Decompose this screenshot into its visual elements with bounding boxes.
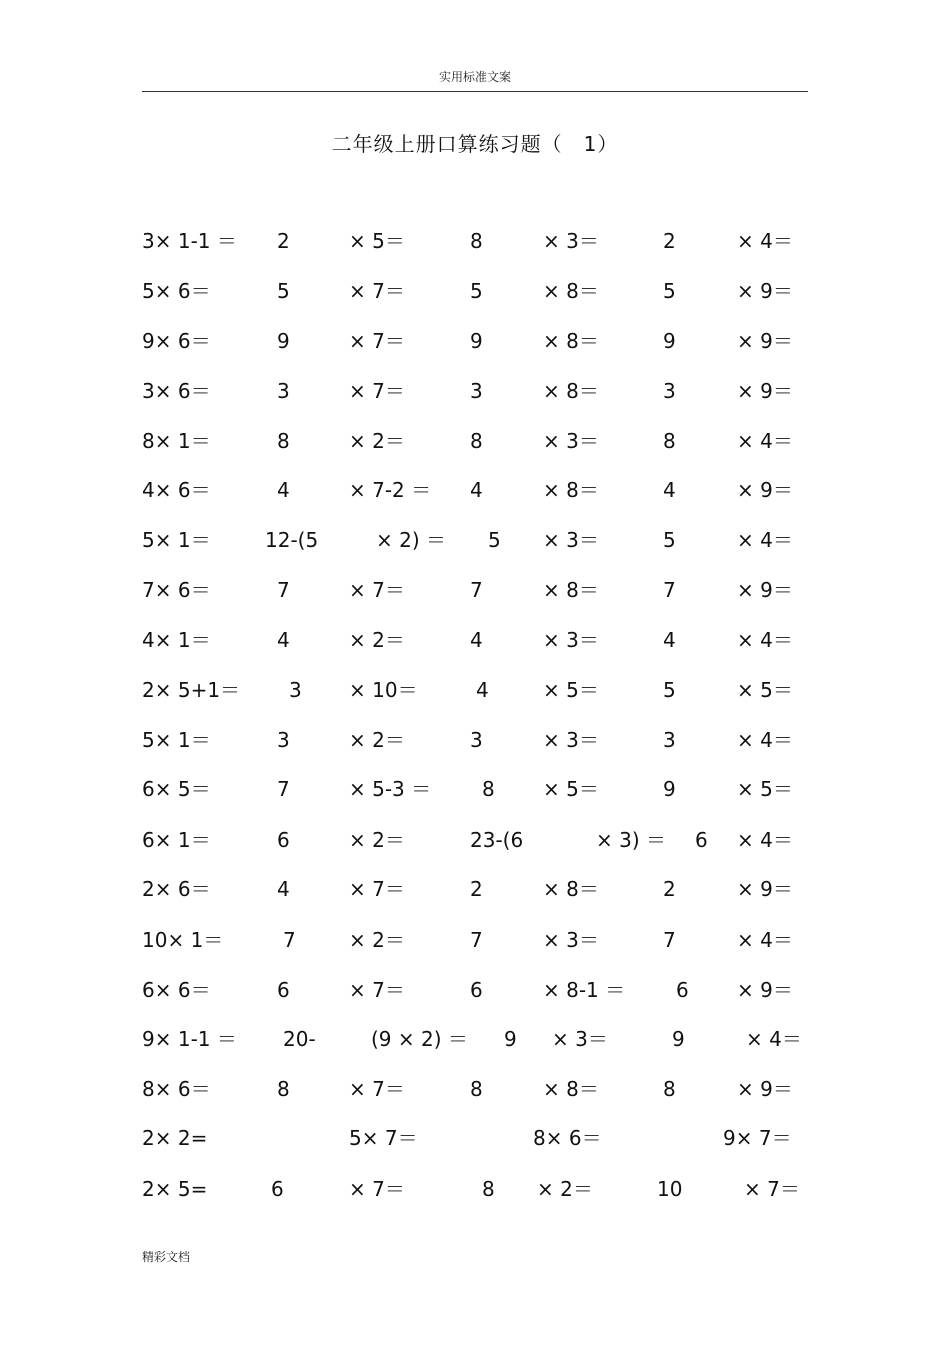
problem-cell: 5 xyxy=(663,279,676,303)
problem-cell: 9 xyxy=(672,1027,685,1051)
problem-cell: × 5＝ xyxy=(543,678,599,702)
problem-cell: 6× 5＝ xyxy=(142,777,211,801)
problem-cell: 8× 6＝ xyxy=(533,1126,602,1150)
problem-row xyxy=(0,725,950,755)
problem-cell: 7 xyxy=(663,928,676,952)
problem-cell: × 7＝ xyxy=(349,329,405,353)
problem-cell: × 4＝ xyxy=(737,528,793,552)
problem-cell: 3 xyxy=(470,728,483,752)
problem-cell: × 4＝ xyxy=(737,728,793,752)
problem-cell: × 4＝ xyxy=(737,928,793,952)
problem-cell: 3 xyxy=(289,678,302,702)
problem-cell: × 7＝ xyxy=(349,279,405,303)
problem-cell: 3 xyxy=(663,728,676,752)
problem-cell: × 8＝ xyxy=(543,478,599,502)
problem-cell: × 5-3 ＝ xyxy=(349,777,432,801)
problem-cell: 2 xyxy=(663,877,676,901)
problem-cell: × 10＝ xyxy=(349,678,418,702)
problem-cell: 8 xyxy=(482,777,495,801)
problem-cell: × 8＝ xyxy=(543,1077,599,1101)
problem-cell: 9 xyxy=(663,777,676,801)
problem-cell: 2× 6＝ xyxy=(142,877,211,901)
problem-row xyxy=(0,825,950,855)
page-footer: 精彩文档 xyxy=(142,1250,191,1264)
problem-cell: × 7＝ xyxy=(349,1177,405,1201)
problem-cell: 2 xyxy=(470,877,483,901)
problem-cell: × 2) ＝ xyxy=(376,528,446,552)
problem-cell: 5 xyxy=(663,528,676,552)
problem-cell: × 8-1 ＝ xyxy=(543,978,626,1002)
problem-cell: 6× 1＝ xyxy=(142,828,211,852)
problem-cell: 4 xyxy=(277,877,290,901)
problem-cell: 4 xyxy=(663,478,676,502)
problem-cell: 2× 2= xyxy=(142,1126,208,1150)
problem-cell: 12-(5 xyxy=(265,528,319,552)
problem-cell: × 7＝ xyxy=(349,1077,405,1101)
problem-cell: × 9＝ xyxy=(737,877,793,901)
problem-cell: 6 xyxy=(470,978,483,1002)
problem-cell: 3 xyxy=(663,379,676,403)
problem-cell: 8 xyxy=(277,429,290,453)
problem-cell: 4 xyxy=(663,628,676,652)
problem-cell: × 8＝ xyxy=(543,379,599,403)
problem-cell: 9× 6＝ xyxy=(142,329,211,353)
problem-cell: × 8＝ xyxy=(543,578,599,602)
problem-cell: 8 xyxy=(470,429,483,453)
problem-cell: 2× 5+1＝ xyxy=(142,678,241,702)
problem-cell: 2 xyxy=(277,229,290,253)
problem-cell: 4 xyxy=(277,628,290,652)
problem-cell: × 2＝ xyxy=(349,828,405,852)
problem-cell: 7 xyxy=(663,578,676,602)
problem-cell: 4× 1＝ xyxy=(142,628,211,652)
problem-cell: 9 xyxy=(277,329,290,353)
problem-cell: 5× 7＝ xyxy=(349,1126,418,1150)
problem-cell: × 8＝ xyxy=(543,877,599,901)
page-header: 实用标准文案 xyxy=(438,70,511,84)
problem-cell: 6× 6＝ xyxy=(142,978,211,1002)
problem-cell: 6 xyxy=(277,828,290,852)
problem-cell: 8 xyxy=(663,1077,676,1101)
problem-cell: × 3＝ xyxy=(543,628,599,652)
problem-cell: 8 xyxy=(663,429,676,453)
problem-row xyxy=(0,925,950,955)
problem-cell: × 5＝ xyxy=(737,678,793,702)
problem-cell: 3 xyxy=(277,728,290,752)
problem-cell: 4 xyxy=(470,628,483,652)
problem-cell: × 9＝ xyxy=(737,978,793,1002)
problem-cell: × 3＝ xyxy=(543,528,599,552)
problem-cell: × 9＝ xyxy=(737,379,793,403)
problem-cell: 9× 1-1 ＝ xyxy=(142,1027,237,1051)
problem-row xyxy=(0,675,950,705)
problem-row xyxy=(0,975,950,1005)
problem-row xyxy=(0,1174,950,1204)
problem-row xyxy=(0,426,950,456)
problem-cell: 8 xyxy=(277,1077,290,1101)
problem-cell: 4 xyxy=(277,478,290,502)
problem-cell: × 2＝ xyxy=(349,628,405,652)
problem-row xyxy=(0,1024,950,1054)
problem-cell: 7 xyxy=(470,578,483,602)
problem-cell: 8 xyxy=(482,1177,495,1201)
problem-cell: × 7＝ xyxy=(349,578,405,602)
problem-cell: 5× 1＝ xyxy=(142,728,211,752)
problem-row xyxy=(0,525,950,555)
problem-cell: × 4＝ xyxy=(737,828,793,852)
problem-cell: 9 xyxy=(470,329,483,353)
problem-cell: 8 xyxy=(470,229,483,253)
problem-cell: 8 xyxy=(470,1077,483,1101)
problem-cell: × 4＝ xyxy=(737,229,793,253)
problem-cell: 7 xyxy=(277,777,290,801)
problem-row xyxy=(0,1123,950,1153)
problem-cell: × 2＝ xyxy=(349,728,405,752)
problem-cell: 5 xyxy=(488,528,501,552)
problem-cell: 6 xyxy=(271,1177,284,1201)
problem-cell: × 4＝ xyxy=(746,1027,802,1051)
problem-cell: × 9＝ xyxy=(737,279,793,303)
problem-cell: 23-(6 xyxy=(470,828,524,852)
problem-cell: 6 xyxy=(695,828,708,852)
problem-cell: 9 xyxy=(504,1027,517,1051)
problem-cell: × 2＝ xyxy=(349,429,405,453)
problem-row xyxy=(0,874,950,904)
problem-cell: × 9＝ xyxy=(737,1077,793,1101)
problem-cell: 6 xyxy=(277,978,290,1002)
problem-cell: 5 xyxy=(470,279,483,303)
problem-cell: 8× 1＝ xyxy=(142,429,211,453)
problem-row xyxy=(0,226,950,256)
problem-row xyxy=(0,625,950,655)
problem-cell: × 7＝ xyxy=(744,1177,800,1201)
problem-cell: × 4＝ xyxy=(737,628,793,652)
problem-cell: × 7＝ xyxy=(349,379,405,403)
problem-cell: × 9＝ xyxy=(737,578,793,602)
problem-cell: 20- xyxy=(283,1027,316,1051)
problem-cell: 3× 6＝ xyxy=(142,379,211,403)
problem-cell: 3 xyxy=(470,379,483,403)
problem-cell: 4 xyxy=(476,678,489,702)
problem-cell: × 3＝ xyxy=(543,728,599,752)
problem-cell: 5× 6＝ xyxy=(142,279,211,303)
problem-cell: × 2＝ xyxy=(537,1177,593,1201)
problem-cell: × 8＝ xyxy=(543,279,599,303)
problem-cell: 7× 6＝ xyxy=(142,578,211,602)
page-title: 二年级上册口算练习题（ 1） xyxy=(331,132,619,156)
problem-row xyxy=(0,376,950,406)
problem-cell: × 8＝ xyxy=(543,329,599,353)
problem-cell: 6 xyxy=(676,978,689,1002)
problem-cell: 8× 6＝ xyxy=(142,1077,211,1101)
problem-cell: 7 xyxy=(470,928,483,952)
problem-cell: × 4＝ xyxy=(737,429,793,453)
problem-cell: × 7＝ xyxy=(349,978,405,1002)
problem-cell: × 5＝ xyxy=(543,777,599,801)
problem-cell: 3 xyxy=(277,379,290,403)
problem-cell: × 3＝ xyxy=(543,429,599,453)
problem-cell: × 5＝ xyxy=(737,777,793,801)
problem-cell: 3× 1-1 ＝ xyxy=(142,229,237,253)
problem-cell: 4 xyxy=(470,478,483,502)
problem-cell: × 7＝ xyxy=(349,877,405,901)
problem-cell: (9 × 2) ＝ xyxy=(371,1027,468,1051)
problem-row xyxy=(0,475,950,505)
problem-cell: 10 xyxy=(657,1177,683,1201)
problem-row xyxy=(0,326,950,356)
problem-cell: 2 xyxy=(663,229,676,253)
problem-row xyxy=(0,276,950,306)
problem-cell: 9 xyxy=(663,329,676,353)
problem-cell: 7 xyxy=(277,578,290,602)
problem-cell: 2× 5= xyxy=(142,1177,208,1201)
problem-row xyxy=(0,575,950,605)
problem-cell: × 5＝ xyxy=(349,229,405,253)
problem-row xyxy=(0,774,950,804)
problem-cell: × 3＝ xyxy=(543,928,599,952)
problem-cell: 4× 6＝ xyxy=(142,478,211,502)
problem-cell: 5× 1＝ xyxy=(142,528,211,552)
problem-cell: × 7-2 ＝ xyxy=(349,478,432,502)
problem-cell: 5 xyxy=(277,279,290,303)
problem-cell: × 3＝ xyxy=(543,229,599,253)
problem-cell: × 3) ＝ xyxy=(596,828,666,852)
problem-cell: × 9＝ xyxy=(737,478,793,502)
problem-cell: 5 xyxy=(663,678,676,702)
problem-cell: × 9＝ xyxy=(737,329,793,353)
problem-cell: × 3＝ xyxy=(552,1027,608,1051)
problem-cell: × 2＝ xyxy=(349,928,405,952)
problem-row xyxy=(0,1074,950,1104)
problem-cell: 9× 7＝ xyxy=(723,1126,792,1150)
problem-cell: 10× 1＝ xyxy=(142,928,224,952)
problem-cell: 7 xyxy=(283,928,296,952)
